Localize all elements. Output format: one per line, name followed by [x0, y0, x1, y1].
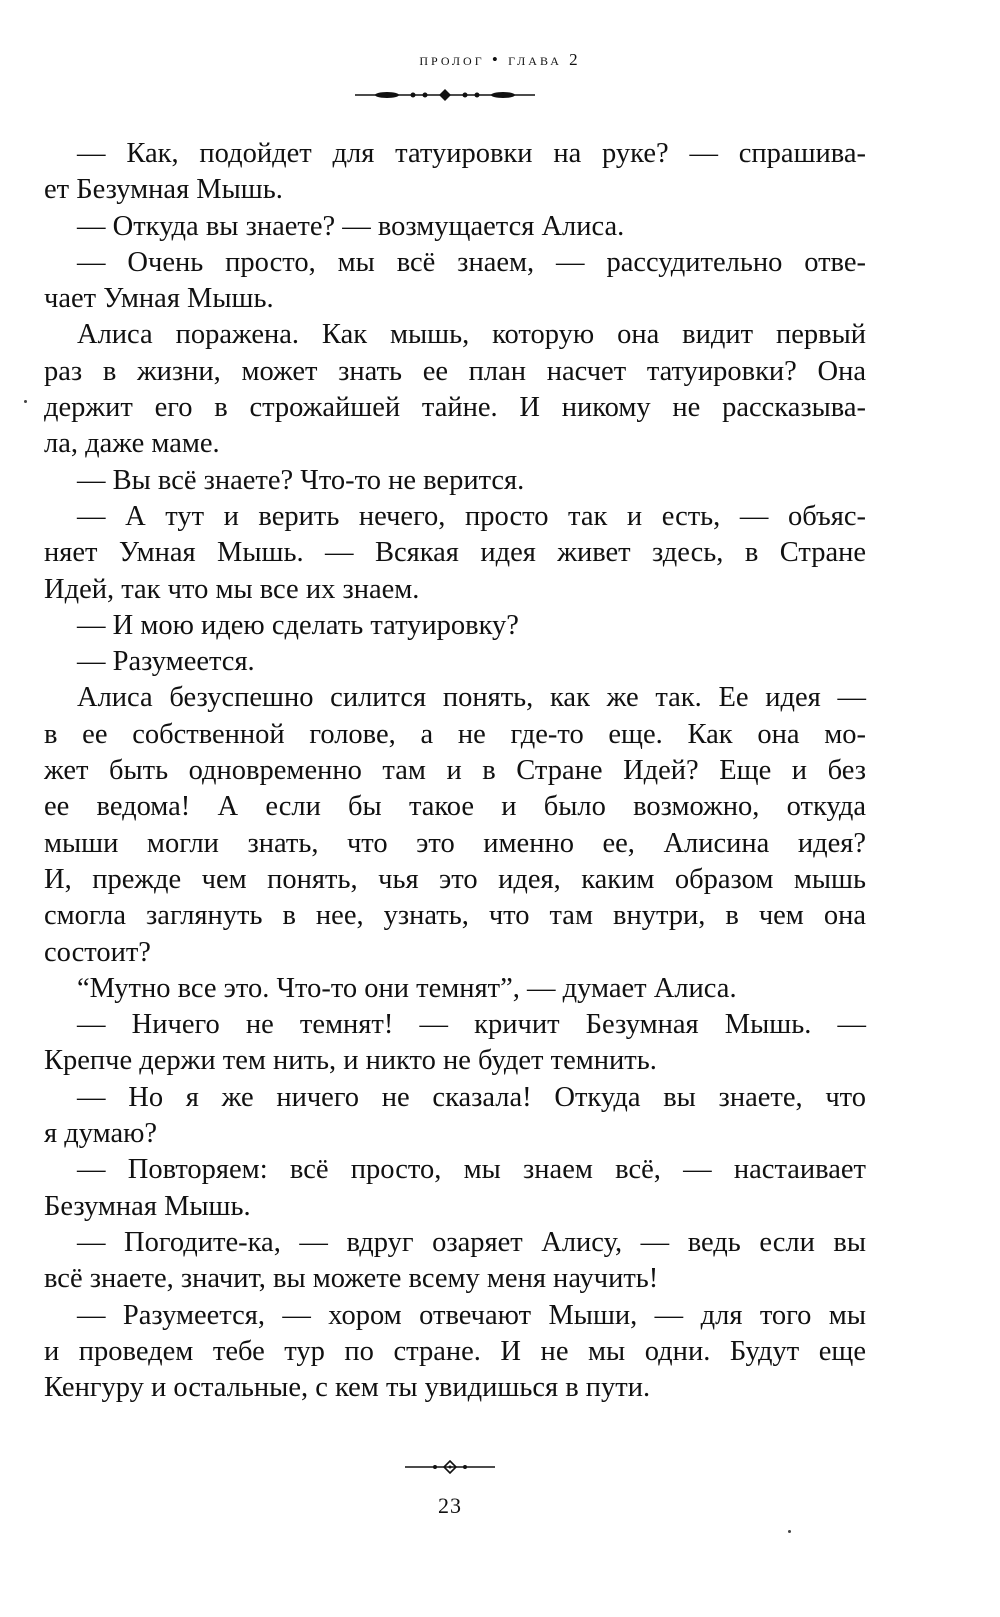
text-line: няет Умная Мышь. — Всякая идея живет здесь, в Стране [44, 537, 866, 569]
body-text [44, 136, 866, 1406]
text-line: — Очень просто, мы всё знаем, — рассудительно отве- [77, 246, 866, 278]
text-line: в ее собственной голове, а не где-то еще. Как она мо- [44, 718, 866, 750]
page-number: 23 [438, 1493, 462, 1518]
text-line: И, прежде чем понять, чья это идея, каким образом мышь [44, 863, 866, 895]
text-line: Алиса безуспешно силится понять, как же так. Ее идея — [77, 682, 866, 714]
text-line: — Разумеется. [77, 646, 255, 678]
footer-ornament-icon [405, 1460, 495, 1474]
text-line: — Погодите-ка, — вдруг озаряет Алису, — ведь если вы [77, 1226, 866, 1258]
text-line: всё знаете, значит, вы можете всему меня научить! [44, 1263, 659, 1295]
text-line: жет быть одновременно там и в Стране Идей? Еще и без [44, 755, 866, 787]
text-line: и проведем тебе тур по стране. И не мы одни. Будут еще [44, 1335, 866, 1367]
text-line: состоит? [44, 936, 151, 968]
text-line: — Откуда вы знаете? — возмущается Алиса. [77, 210, 625, 242]
text-line: — Разумеется, — хором отвечают Мыши, — для того мы [77, 1299, 866, 1331]
text-line: Идей, так что мы все их знаем. [44, 573, 420, 605]
text-line: Безумная Мышь. [44, 1190, 251, 1222]
print-speck [24, 400, 27, 403]
text-line: ет Безумная Мышь. [44, 174, 283, 206]
text-line: держит его в строжайшей тайне. И никому не рассказыва- [44, 392, 866, 424]
text-line: — Вы всё знаете? Что-то не верится. [77, 464, 525, 496]
text-line: — Повторяем: всё просто, мы знаем всё, — настаивает [77, 1154, 866, 1186]
text-line: — Как, подойдет для татуировки на руке? — спрашива- [77, 138, 866, 169]
text-line: раз в жизни, может знать ее план насчет татуировки? Она [44, 355, 866, 387]
header-ornament-icon [355, 88, 535, 102]
text-line: — Ничего не темнят! — кричит Безумная Мышь. — [77, 1009, 866, 1041]
text-line: Алиса поражена. Как мышь, которую она видит первый [77, 319, 866, 351]
text-line: — А тут и верить нечего, просто так и есть, — объяс- [77, 500, 866, 532]
text-line: чает Умная Мышь. [44, 283, 274, 315]
text-line: Крепче держи тем нить, и никто не будет темнить. [44, 1045, 657, 1077]
text-line: “Мутно все это. Что-то они темнят”, — думает Алиса. [77, 972, 737, 1004]
text-line: — И мою идею сделать татуировку? [77, 609, 519, 641]
text-line: мыши могли знать, что это именно ее, Алисина идея? [44, 827, 866, 859]
text-line: смогла заглянуть в нее, узнать, что там внутри, в чем она [44, 900, 866, 932]
text-line: — Но я же ничего не сказала! Откуда вы знаете, что [77, 1081, 866, 1113]
text-line: ее ведома! А если бы такое и было возможно, откуда [44, 791, 866, 823]
text-line: Кенгуру и остальные, с кем ты увидишься в пути. [44, 1372, 651, 1404]
text-line: ла, даже маме. [44, 428, 220, 460]
print-speck [788, 1530, 791, 1533]
text-line: я думаю? [44, 1118, 158, 1150]
running-head: пролог • глава 2 [419, 50, 581, 69]
